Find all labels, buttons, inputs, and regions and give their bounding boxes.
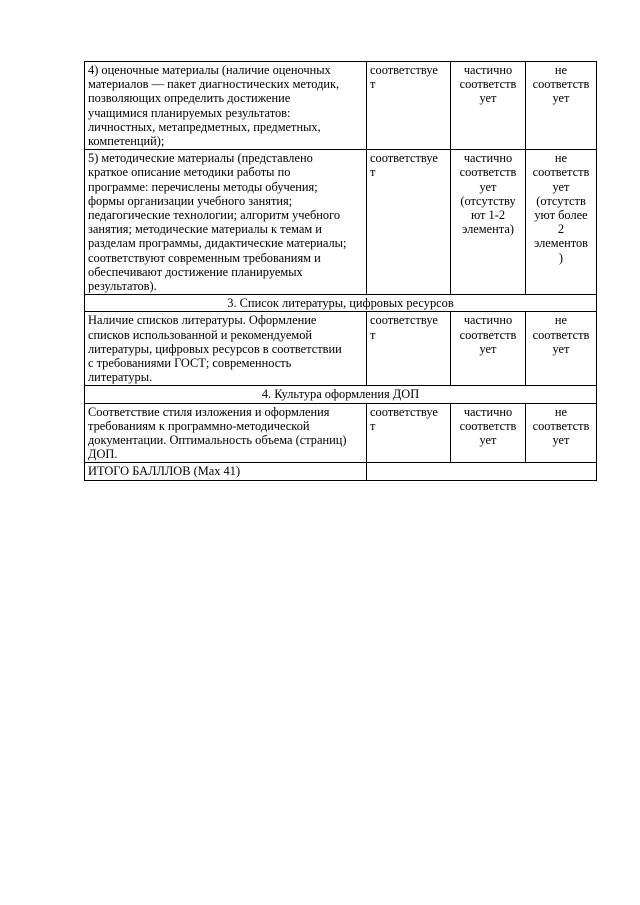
table-row-criterion-4 [85,62,597,150]
table-row-criterion-5 [85,150,597,295]
criterion-text: 4) оценочные материалы (наличие оценочных материалов — пакет диагностических методик, позволяющих определить достижение учащимися планируемых результатов: личностных, метапредметных, предметных, компетенций); [85,62,367,150]
option-does-not-match: не соответств ует [526,403,597,463]
total-value-cell [367,463,597,480]
criterion-text: 5) методические материалы (представлено краткое описание методики работы по программе: перечислены методы обучения; формы организации учебного занятия; педагогические технологии; алгоритм учебного занятия; методические материалы к темам и разделам программы, дидактические материалы; соответствуют современным требованиям и обеспечивают достижение планируемых результатов). [85,150,367,295]
option-partially-matches: частично соответств ует [451,403,526,463]
option-partially-matches: частично соответств ует [451,312,526,386]
option-partially-matches: частично соответств ует [451,62,526,150]
total-label: ИТОГО БАЛЛЛОВ (Max 41) [85,463,367,480]
table-row-literature [85,312,597,386]
criterion-text: Наличие списков литературы. Оформление списков использованной и рекомендуемой литературы, цифровых ресурсов в соответствии с требованиями ГОСТ; современность литературы. [85,312,367,386]
option-matches: соответствуе т [367,312,451,386]
option-matches: соответствуе т [367,150,451,295]
table-row-total [85,463,597,480]
criterion-text: Соответствие стиля изложения и оформления требованиям к программно-методической документации. Оптимальность объема (страниц) ДОП. [85,403,367,463]
section-header-row [85,295,597,312]
option-matches: соответствуе т [367,62,451,150]
section-header-row [85,386,597,403]
option-does-not-match: не соответств ует [526,62,597,150]
section-title: 4. Культура оформления ДОП [85,386,597,403]
option-partially-matches: частично соответств ует (отсутству ют 1-2 элемента) [451,150,526,295]
option-matches: соответствуе т [367,403,451,463]
evaluation-table [84,61,597,481]
option-does-not-match: не соответств ует [526,312,597,386]
table-row-formatting [85,403,597,463]
option-does-not-match: не соответств ует (отсутств уют более 2 элементов ) [526,150,597,295]
section-title: 3. Список литературы, цифровых ресурсов [85,295,597,312]
